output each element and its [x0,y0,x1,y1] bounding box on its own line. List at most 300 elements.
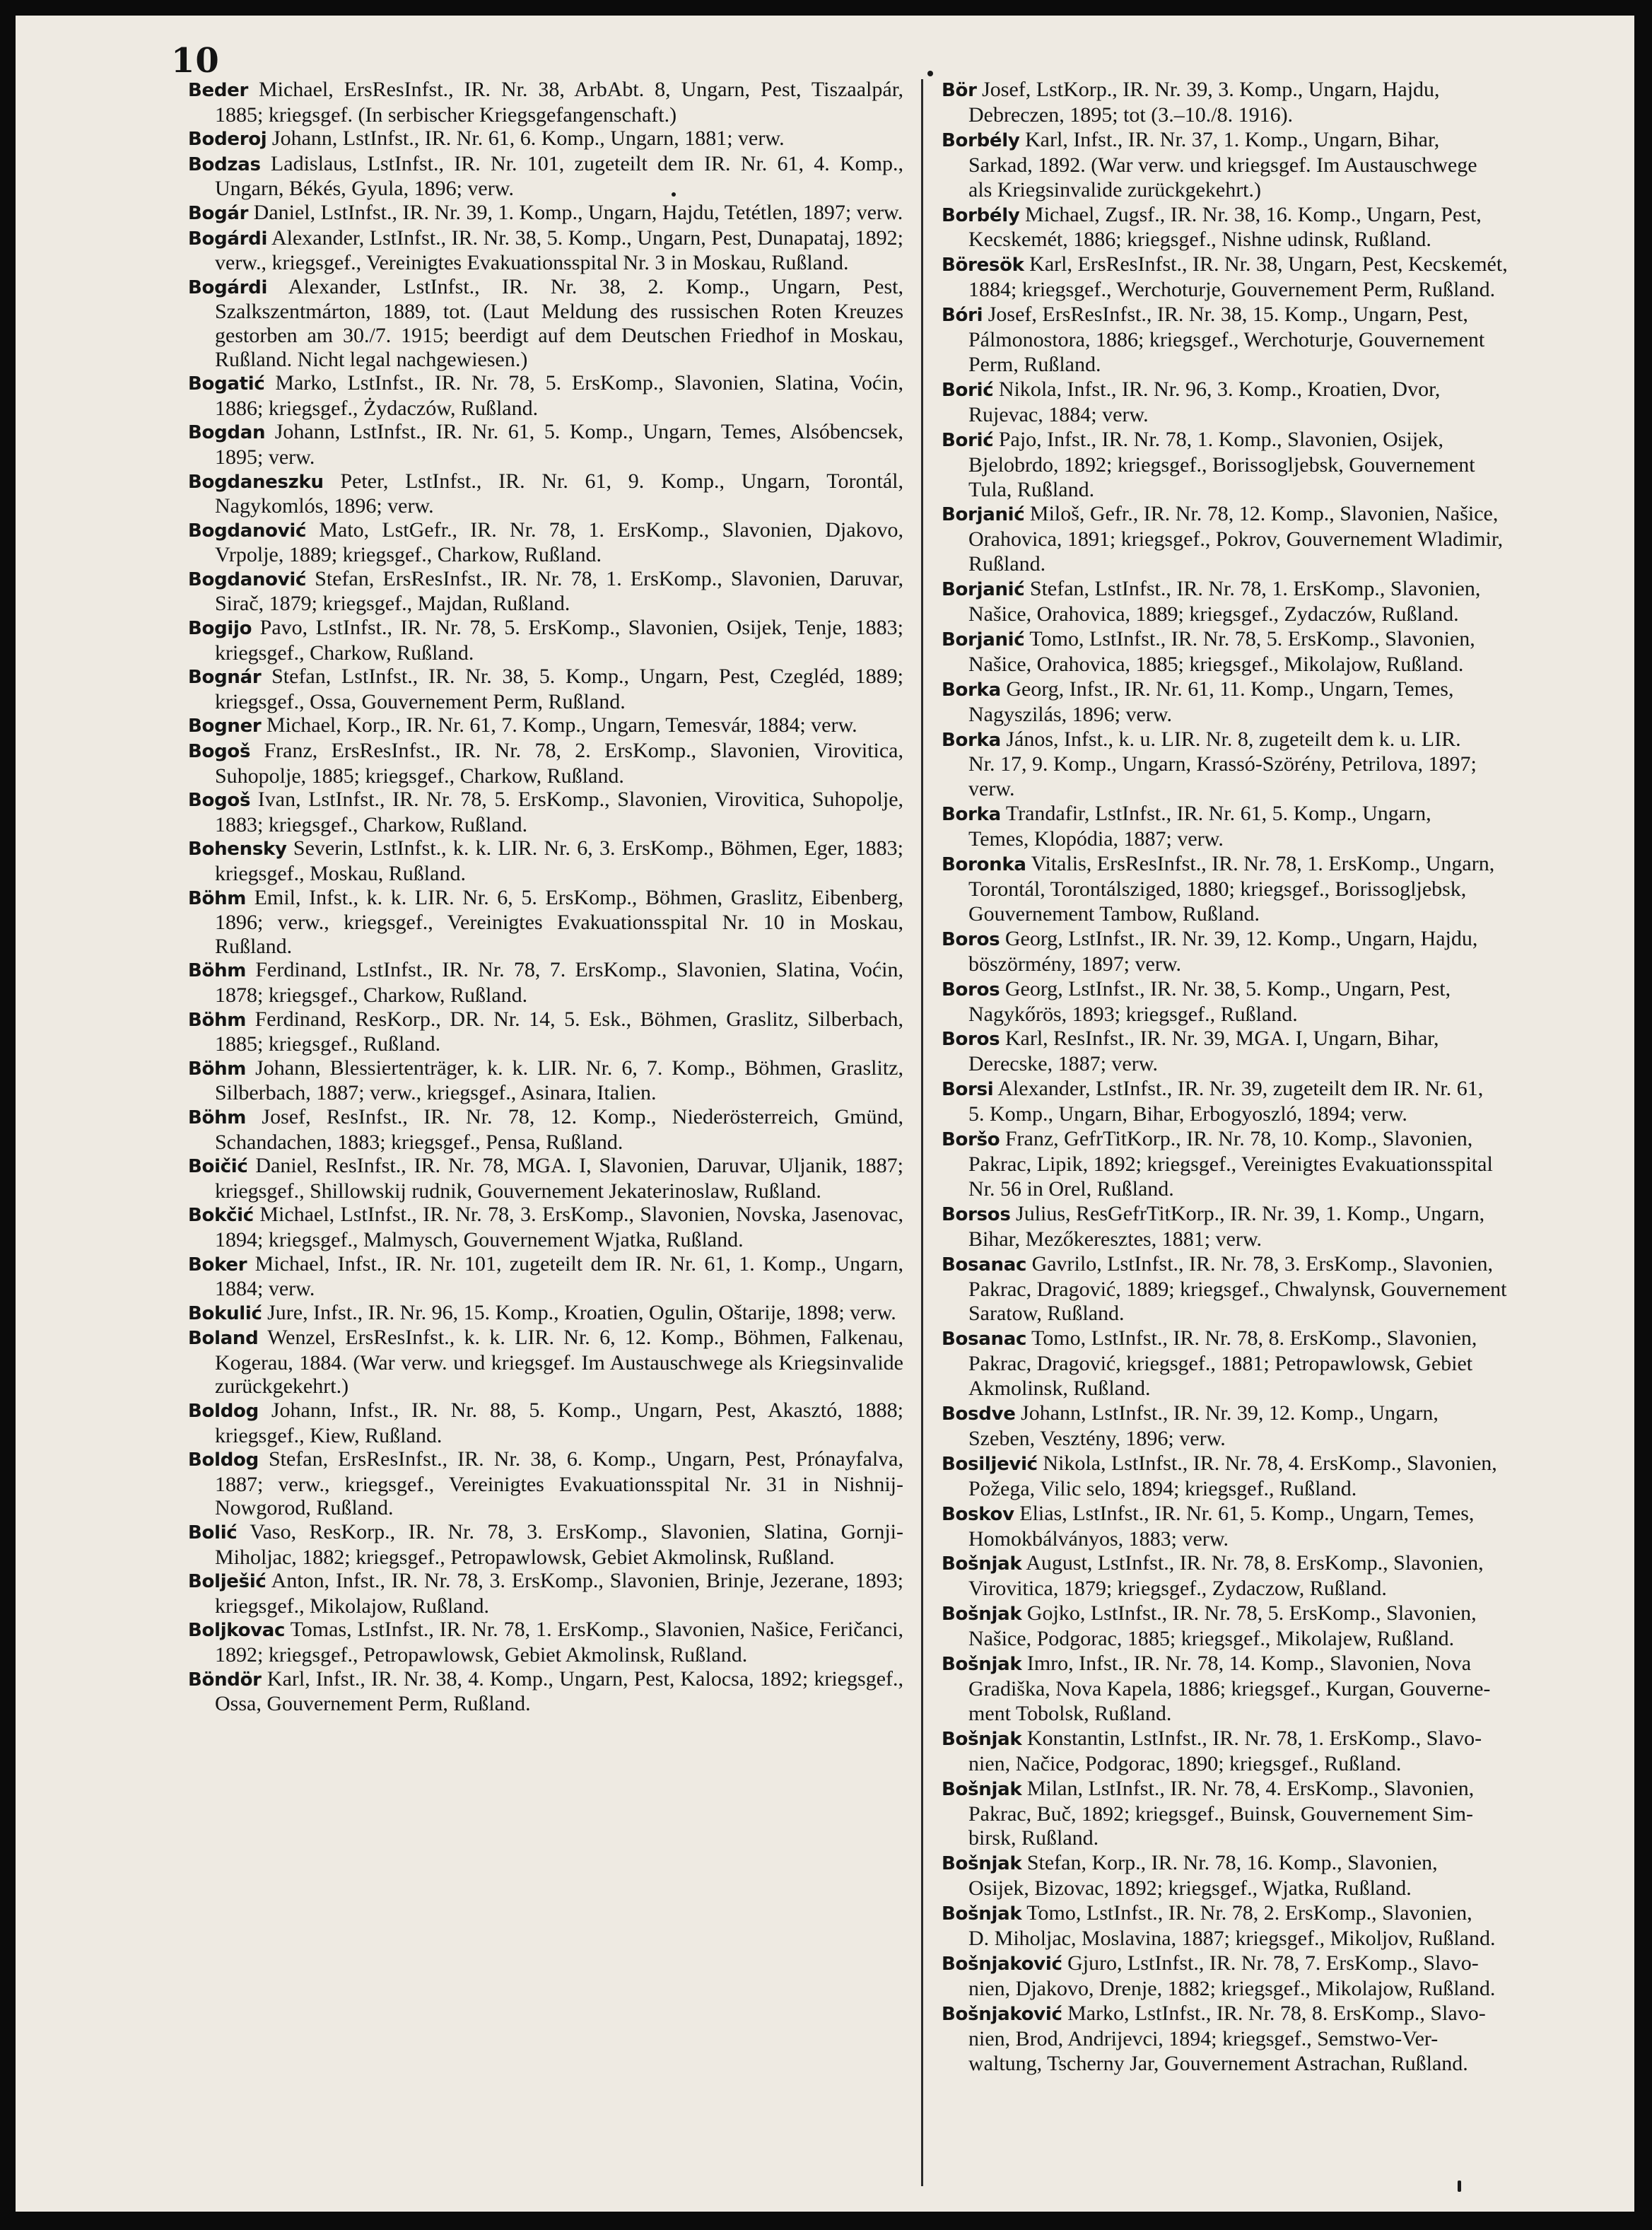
entry-text: 1884; kriegsgef., Werchoturje, Gouvernement Perm, Rußland. [968,278,1496,302]
entry-text: Pakrac, Buč, 1892; kriegsgef., Buinsk, Gouvernement Sim- [968,1802,1474,1826]
surname: Bogdanović [188,568,307,590]
entry-text: Našice, Podgorac, 1885; kriegsgef., Mikolajew, Rußland. [968,1627,1455,1651]
entry-text: Orahovica, 1891; kriegsgef., Pokrov, Gouvernement Wladimir, [968,527,1504,551]
surname: Bogdan [188,422,266,444]
entry-text: Sarkad, 1892. (War verw. und kriegsgef. Im Austauschwege [968,153,1477,177]
right_column_lines-entry [942,1927,1634,1951]
entry-text: Pavo, LstInfst., IR. Nr. 78, 5. ErsKomp., Slavonien, Osijek, Tenje, 1883; kriegsgef., Charkow, Rußland. [215,616,904,665]
entry-text: Nikola, Infst., IR. Nr. 96, 3. Komp., Kroatien, Dvor, [998,377,1441,401]
entry-text: Stefan, LstInfst., IR. Nr. 38, 5. Komp., Ungarn, Pest, Czegléd, 1889; kriegsgef., Ossa, Gouvernement Perm, Rußland. [215,665,903,713]
entry-text: Bihar, Mezőkeresztes, 1881; verw. [968,1227,1263,1251]
surname: Borbély [942,204,1020,226]
entry-text: Ivan, LstInfst., IR. Nr. 78, 5. ErsKomp., Slavonien, Virovitica, Suhopolje, 1883; kriegsgef., Charkow, Rußland. [215,788,904,836]
entry-text: Ferdinand, LstInfst., IR. Nr. 78, 7. ErsKomp., Slavonien, Slatina, Voćin, 1878; kriegsgef., Charkow, Rußland. [215,958,904,1007]
entry-text: Wenzel, ErsResInfst., k. k. LIR. Nr. 6, 12. Komp., Böhmen, Falkenau, Kogerau, 1884. (War verw. und kriegsgef. Im Austauschwege als Kriegsinvalide zurückgekehrt.) [215,1326,903,1399]
entry-text: Saratow, Rußland. [968,1302,1125,1326]
entry-text: Pakrac, Dragović, kriegsgef., 1881; Petropawlowsk, Gebiet [968,1352,1473,1376]
surname: Bosanac [942,1329,1027,1350]
left_column-entry [188,1326,903,1399]
entry-text: Ferdinand, ResKorp., DR. Nr. 14, 5. Esk., Böhmen, Graslitz, Silberbach, 1885; kriegsgef., Rußland. [215,1007,904,1056]
right_column_lines-entry [942,502,1634,527]
entry-text: Stefan, ErsResInfst., IR. Nr. 78, 1. ErsKomp., Slavonien, Daruvar, Sirač, 1879; kriegsgef., Majdan, Rußland. [215,566,904,616]
surname: Boderoj [188,129,267,151]
entry-text: Perm, Rußland. [968,352,1101,376]
entry-text: Požega, Vilic selo, 1894; kriegsgef., Rußland. [968,1476,1357,1500]
surname: Bošnjak [942,1654,1022,1676]
entry-text: Konstantin, LstInfst., IR. Nr. 78, 1. ErsKomp., Slavo- [1026,1726,1482,1750]
right_column_lines-entry [942,78,1634,103]
surname: Boldog [188,1401,259,1423]
surname: Bokčić [188,1205,254,1227]
entry-text: Miloš, Gefr., IR. Nr. 78, 12. Komp., Slavonien, Našice, [1029,502,1499,526]
right_column_lines-entry [942,353,1634,378]
surname: Borka [942,729,1001,751]
entry-text: Našice, Orahovica, 1885; kriegsgef., Mikolajow, Rußland. [968,652,1464,676]
entry-text: Milan, LstInfst., IR. Nr. 78, 4. ErsKomp., Slavonien, [1026,1776,1475,1800]
entry-text: als Kriegsinvalide zurückgekehrt.) [968,177,1262,202]
entry-text: Tomas, LstInfst., IR. Nr. 78, 1. ErsKomp., Slavonien, Našice, Feričanci, 1892; kriegsgef., Petropawlowsk, Gebiet Akmolinsk, Rußland. [215,1618,903,1666]
surname: Boskov [942,1503,1014,1525]
surname: Borjanić [942,629,1025,650]
entry-text: 5. Komp., Ungarn, Bihar, Erbogyoszló, 1894; verw. [968,1102,1407,1126]
right_column_lines-entry [942,728,1634,753]
print-speck [672,192,676,197]
right_column_lines-entry [942,627,1634,653]
left_column-entry [188,1056,903,1105]
right_column_lines-entry [942,1826,1634,1851]
entry-text: Michael, LstInfst., IR. Nr. 78, 3. ErsKomp., Slavonien, Novska, Jasenovac, 1894; kriegsgef., Malmysch, Gouvernement Wjatka, Rußland. [215,1203,903,1251]
entry-text: Tomo, LstInfst., IR. Nr. 78, 2. ErsKomp., Slavonien, [1026,1901,1472,1925]
right-column [942,78,1634,2077]
entry-text: János, Infst., k. u. LIR. Nr. 8, zugeteilt dem k. u. LIR. [1006,727,1461,751]
surname: Bogner [188,716,262,737]
right_column_lines-entry [942,403,1634,428]
entry-text: nien, Načice, Podgorac, 1890; kriegsgef., Rußland. [968,1751,1402,1775]
right_column_lines-entry [942,1951,1634,1977]
entry-text: Imro, Infst., IR. Nr. 78, 14. Komp., Slavonien, Nova [1026,1652,1472,1676]
surname: Bosiljević [942,1453,1038,1475]
entry-text: Alexander, LstInfst., IR. Nr. 39, zugeteilt dem IR. Nr. 61, [997,1077,1484,1101]
surname: Bošnjaković [942,2003,1062,2025]
entry-text: Temes, Klopódia, 1887; verw. [968,827,1224,851]
entry-text: Peter, LstInfst., IR. Nr. 61, 9. Komp., Ungarn, Torontál, Nagykomlós, 1896; verw. [215,469,904,518]
column-divider [921,79,923,2186]
entry-text: Nagyszilás, 1896; verw. [968,702,1172,726]
entry-text: Pálmonostora, 1886; kriegsgef., Werchoturje, Gouvernement [968,328,1485,352]
entry-text: Debreczen, 1895; tot (3.–10./8. 1916). [968,103,1294,127]
right_column_lines-entry [942,328,1634,353]
entry-text: nien, Brod, Andrijevci, 1894; kriegsgef., Semstwo-Ver- [968,2026,1439,2050]
entry-text: Virovitica, 1879; kriegsgef., Zydaczow, Rußland. [968,1577,1387,1601]
right_column_lines-entry [942,1601,1634,1627]
surname: Boršo [942,1129,1000,1151]
entry-text: Akmolinsk, Rußland. [968,1377,1151,1401]
left_column-entry [188,1301,903,1326]
entry-text: Johann, LstInfst., IR. Nr. 61, 6. Komp., Ungarn, 1881; verw. [271,127,785,151]
right_column_lines-entry [942,228,1634,252]
surname: Bóri [942,305,983,327]
entry-text: Josef, LstKorp., IR. Nr. 39, 3. Komp., Ungarn, Hajdu, [982,78,1440,101]
entry-text: Nikola, LstInfst., IR. Nr. 78, 4. ErsKomp., Slavonien, [1043,1451,1497,1475]
left_column-entry [188,788,903,836]
entry-text: Anton, Infst., IR. Nr. 78, 3. ErsKomp., Slavonien, Brinje, Jezerane, 1893; kriegsgef., Mikolajow, Rußland. [215,1569,903,1618]
right_column_lines-entry [942,128,1634,153]
entry-text: Pakrac, Dragović, 1889; kriegsgef., Chwalynsk, Gouvernement [968,1277,1507,1301]
right_column_lines-entry [942,478,1634,503]
surname: Beder [188,80,249,101]
right_column_lines-entry [942,252,1634,278]
right_column_lines-entry [942,278,1634,303]
right_column_lines-entry [942,1727,1634,1752]
entry-text: Mato, LstGefr., IR. Nr. 78, 1. ErsKomp., Slavonien, Djakovo, Vrpolje, 1889; kriegsgef., Charkow, Rußland. [215,518,904,567]
right_column_lines-entry [942,1027,1634,1052]
print-speck [1458,2181,1461,2192]
surname: Böhm [188,1107,247,1128]
right_column_lines-entry [942,1427,1634,1452]
entry-text: Vitalis, ErsResInfst., IR. Nr. 78, 1. ErsKomp., Ungarn, [1031,852,1495,876]
surname: Böhm [188,1009,247,1031]
entry-text: Josef, ResInfst., IR. Nr. 78, 12. Komp., Niederösterreich, Gmünd, Schandachen, 1883; kriegsgef., Pensa, Rußland. [215,1104,904,1154]
surname: Böhm [188,1058,247,1080]
left-column [188,78,903,1716]
entry-text: Josef, ErsResInfst., IR. Nr. 38, 15. Komp., Ungarn, Pest, [988,303,1468,327]
left_column-entry [188,201,903,226]
right_column_lines-entry [942,577,1634,602]
entry-text: Michael, Korp., IR. Nr. 61, 7. Komp., Ungarn, Temesvár, 1884; verw. [266,713,857,737]
right_column_lines-entry [942,952,1634,977]
entry-text: Ladislaus, LstInfst., IR. Nr. 101, zugeteilt dem IR. Nr. 61, 4. Komp., Ungarn, Békés, Gyula, 1896; verw. [215,151,903,201]
entry-text: Marko, LstInfst., IR. Nr. 78, 5. ErsKomp., Slavonien, Slatina, Voćin, 1886; kriegsgef., Żydaczów, Rußland. [215,371,904,420]
left_column-entry [188,371,903,420]
left_column-entry [188,567,903,616]
right_column_lines-entry [942,2052,1634,2077]
entry-text: Karl, Infst., IR. Nr. 38, 4. Komp., Ungarn, Pest, Kalocsa, 1892; kriegsgef., Ossa, Gouvernement Perm, Rußland. [215,1666,904,1716]
left_column-entry [188,713,903,739]
surname: Böresök [942,255,1024,276]
left_column-entry [188,152,903,201]
surname: Bolješić [188,1571,266,1593]
entry-text: Gjuro, LstInfst., IR. Nr. 78, 7. ErsKomp., Slavo- [1067,1951,1479,1975]
surname: Bogoš [188,790,251,812]
surname: Boros [942,979,1000,1000]
right_column_lines-entry [942,1652,1634,1677]
left_column-entry [188,1252,903,1301]
surname: Bogatić [188,373,265,395]
right_column_lines-entry [942,1876,1634,1901]
right_column_lines-entry [942,1577,1634,1601]
right_column_lines-entry [942,103,1634,128]
entry-text: Alexander, LstInfst., IR. Nr. 38, 2. Komp., Ungarn, Pest, Szalkszentmárton, 1889, tot. (Laut Meldung des russischen Roten Kreuzes gestorben am 30./7. 1915; beerdigt auf dem Deutschen Friedhof in Moskau, Rußland. Nicht legal nachgewiesen.) [215,274,903,371]
surname: Bogárdi [188,228,268,250]
surname: Bošnjak [942,1553,1022,1575]
right_column_lines-entry [942,1102,1634,1127]
entry-text: Torontál, Torontálsziged, 1880; kriegsgef., Borissogljebsk, [968,877,1467,901]
entry-text: Michael, Infst., IR. Nr. 101, zugeteilt dem IR. Nr. 61, 1. Komp., Ungarn, 1884; verw. [215,1251,903,1301]
surname: Boros [942,928,1000,950]
left_column-entry [188,886,903,959]
surname: Bogárdi [188,276,268,298]
right_column_lines-entry [942,877,1634,902]
entry-text: waltung, Tscherny Jar, Gouvernement Astrachan, Rußland. [968,2051,1468,2075]
surname: Bogijo [188,618,252,640]
left_column-entry [188,1569,903,1618]
right_column_lines-entry [942,1627,1634,1652]
entry-text: Karl, ErsResInfst., IR. Nr. 38, Ungarn, Pest, Kecskemét, [1029,252,1508,276]
surname: Borbély [942,129,1020,151]
left_column-entry [188,420,903,469]
surname: Borka [942,804,1001,826]
entry-text: Michael, ErsResInfst., IR. Nr. 38, ArbAbt. 8, Ungarn, Pest, Tiszaalpár, 1885; kriegsgef. (In serbischer Kriegsgefangenschaft.) [215,78,903,127]
entry-text: Tomo, LstInfst., IR. Nr. 78, 8. ErsKomp., Slavonien, [1031,1326,1477,1350]
entry-text: Gavrilo, LstInfst., IR. Nr. 78, 3. ErsKomp., Slavonien, [1031,1251,1494,1275]
right_column_lines-entry [942,902,1634,927]
right_column_lines-entry [942,378,1634,403]
left_column-entry [188,616,903,665]
left_column-entry [188,1667,903,1716]
entry-text: Našice, Orahovica, 1889; kriegsgef., Zydaczów, Rußland. [968,602,1459,626]
right_column_lines-entry [942,1977,1634,2002]
entry-text: Karl, Infst., IR. Nr. 37, 1. Komp., Ungarn, Bihar, [1025,127,1440,151]
entry-text: birsk, Rußland. [968,1826,1099,1850]
right_column_lines-entry [942,527,1634,552]
right_column_lines-entry [942,852,1634,877]
right_column_lines-entry [942,653,1634,677]
entry-text: Johann, Blessiertenträger, k. k. LIR. Nr. 6, 7. Komp., Böhmen, Graslitz, Silberbach, 1887; verw., kriegsgef., Asinara, Italien. [215,1056,903,1105]
right_column_lines-entry [942,1227,1634,1252]
entry-text: Georg, Infst., IR. Nr. 61, 11. Komp., Ungarn, Temes, [1006,677,1454,701]
right_column_lines-entry [942,1851,1634,1876]
left_column-entry [188,1520,903,1569]
surname: Bosanac [942,1254,1027,1275]
right_column_lines-entry [942,1177,1634,1202]
right_column_lines-entry [942,602,1634,627]
entry-text: D. Miholjac, Moslavina, 1887; kriegsgef., Mikoljov, Rußland. [968,1927,1496,1951]
right_column_lines-entry [942,1777,1634,1802]
entry-text: Nagykőrös, 1893; kriegsgef., Rußland. [968,1002,1298,1026]
entry-text: Stefan, Korp., IR. Nr. 78, 16. Komp., Slavonien, [1026,1851,1438,1875]
right_column_lines-entry [942,1752,1634,1777]
right_column_lines-entry [942,1326,1634,1352]
left_column-entry [188,1447,903,1520]
right_column_lines-entry [942,203,1634,228]
entry-text: Stefan, ErsResInfst., IR. Nr. 38, 6. Komp., Ungarn, Pest, Prónayfalva, 1887; verw., kriegsgef., Vereinigtes Evakuationsspital Nr. 31 in Nishnij-Nowgorod, Rußland. [215,1447,903,1520]
entry-text: Georg, LstInfst., IR. Nr. 39, 12. Komp., Ungarn, Hajdu, [1004,926,1478,950]
entry-text: Homokbálványos, 1883; verw. [968,1526,1229,1551]
right_column_lines-entry [942,1401,1634,1427]
print-speck [927,71,933,76]
right_column_lines-entry [942,153,1634,178]
entry-text: Nr. 17, 9. Komp., Ungarn, Krassó-Szörény, Petrilova, 1897; [968,752,1477,776]
left_column-entry [188,469,903,518]
left_column-entry [188,739,903,788]
right_column_lines-entry [942,1352,1634,1377]
left_column-entry [188,1203,903,1251]
entry-text: Nr. 56 in Orel, Rußland. [968,1177,1174,1201]
entry-text: Vaso, ResKorp., IR. Nr. 78, 3. ErsKomp., Slavonien, Slatina, Gornji-Miholjac, 1882; kriegsgef., Petropawlowsk, Gebiet Akmolinsk, Rußland. [215,1520,903,1569]
left_column-entry [188,1008,903,1056]
right_column_lines-entry [942,1551,1634,1577]
right_column_lines-entry [942,977,1634,1003]
surname: Bošnjak [942,1903,1022,1925]
left_column-entry [188,836,903,885]
surname: Bohensky [188,839,287,860]
right_column_lines-entry [942,428,1634,453]
entry-text: Elias, LstInfst., IR. Nr. 61, 5. Komp., Ungarn, Temes, [1019,1501,1475,1525]
surname: Borić [942,429,994,451]
left_column-entry [188,1154,903,1203]
surname: Bošnjak [942,1778,1022,1800]
surname: Bodzas [188,153,261,175]
right_column_lines-entry [942,677,1634,703]
entry-text: Johann, LstInfst., IR. Nr. 61, 5. Komp., Ungarn, Temes, Alsóbencsek, 1895; verw. [215,420,903,469]
surname: Böhm [188,960,247,982]
surname: Bognár [188,667,262,689]
entry-text: Franz, GefrTitKorp., IR. Nr. 78, 10. Komp., Slavonien, [1004,1127,1473,1151]
surname: Bogdaneszku [188,471,324,493]
entry-text: Jure, Infst., IR. Nr. 96, 15. Komp., Kroatien, Ogulin, Oštarije, 1898; verw. [267,1300,896,1324]
entry-text: Emil, Infst., k. k. LIR. Nr. 6, 5. ErsKomp., Böhmen, Graslitz, Eibenberg, 1896; verw., kriegsgef., Vereinigtes Evakuationsspital Nr. 10 in Moskau, Rußland. [215,885,903,958]
right_column_lines-entry [942,552,1634,577]
entry-text: Daniel, LstInfst., IR. Nr. 39, 1. Komp., Ungarn, Hajdu, Tetétlen, 1897; verw. [253,200,903,224]
left_column-entry [188,518,903,567]
left_column-entry [188,226,903,275]
right_column_lines-entry [942,1452,1634,1477]
right_column_lines-entry [942,927,1634,952]
entry-text: nien, Djakovo, Drenje, 1882; kriegsgef., Mikolajow, Rußland. [968,1976,1496,2000]
entry-text: Tula, Rußland. [968,477,1095,501]
entry-text: Alexander, LstInfst., IR. Nr. 38, 5. Komp., Ungarn, Pest, Dunapataj, 1892; verw., kriegsgef., Vereinigtes Evakuationsspital Nr. 3 in Moskau, Rußland. [215,226,903,275]
surname: Bogdanović [188,520,307,542]
right_column_lines-entry [942,703,1634,728]
right_column_lines-entry [942,827,1634,852]
surname: Bosdve [942,1403,1016,1425]
right_column_lines-entry [942,1252,1634,1278]
entry-text: Trandafir, LstInfst., IR. Nr. 61, 5. Komp., Ungarn, [1005,802,1431,826]
entry-text: Gouvernement Tambow, Rußland. [968,901,1260,926]
left_column-entry [188,1105,903,1154]
surname: Boičić [188,1156,248,1178]
right_column_lines-entry [942,2002,1634,2027]
entry-text: Severin, LstInfst., k. k. LIR. Nr. 6, 3. ErsKomp., Böhmen, Eger, 1883; kriegsgef., Moskau, Rußland. [215,836,903,885]
entry-text: Kecskemét, 1886; kriegsgef., Nishne udinsk, Rußland. [968,228,1431,252]
entry-text: ment Tobolsk, Rußland. [968,1701,1172,1725]
right_column_lines-entry [942,178,1634,203]
entry-text: Johann, LstInfst., IR. Nr. 39, 12. Komp., Ungarn, [1021,1401,1439,1425]
document-page [16,16,1634,2212]
entry-text: Tomo, LstInfst., IR. Nr. 78, 5. ErsKomp., Slavonien, [1029,626,1475,650]
entry-text: August, LstInfst., IR. Nr. 78, 8. ErsKomp., Slavonien, [1026,1551,1484,1575]
entry-text: verw. [968,777,1015,801]
right_column_lines-entry [942,1202,1634,1227]
entry-text: Rujevac, 1884; verw. [968,402,1149,426]
left_column-entry [188,1399,903,1447]
right_column_lines-entry [942,802,1634,827]
surname: Boros [942,1029,1000,1051]
page-number: 10 [171,41,220,81]
entry-text: Michael, Zugsf., IR. Nr. 38, 16. Komp., Ungarn, Pest, [1025,202,1482,226]
right_column_lines-entry [942,1901,1634,1927]
entry-text: Gradiška, Nova Kapela, 1886; kriegsgef., Kurgan, Gouverne- [968,1677,1491,1700]
entry-text: Szeben, Vesztény, 1896; verw. [968,1426,1226,1450]
surname: Boljkovac [188,1620,286,1642]
entry-text: Karl, ResInfst., IR. Nr. 39, MGA. I, Ungarn, Bihar, [1004,1027,1439,1051]
right_column_lines-entry [942,1077,1634,1102]
entry-text: Julius, ResGefrTitKorp., IR. Nr. 39, 1. Komp., Ungarn, [1016,1201,1485,1225]
right_column_lines-entry [942,1677,1634,1702]
right_column_lines-entry [942,752,1634,777]
surname: Boland [188,1328,259,1350]
surname: Borsos [942,1203,1011,1225]
left_column-entry [188,1618,903,1666]
entry-text: Pakrac, Lipik, 1892; kriegsgef., Vereinigtes Evakuationsspital [968,1152,1493,1176]
right_column_lines-entry [942,1278,1634,1302]
entry-text: Georg, LstInfst., IR. Nr. 38, 5. Komp., Ungarn, Pest, [1004,976,1451,1000]
surname: Boker [188,1254,247,1275]
surname: Bogoš [188,741,251,763]
surname: Bošnjaković [942,1953,1062,1975]
surname: Bošnjak [942,1604,1022,1625]
surname: Bošnjak [942,1728,1022,1750]
left_column-entry [188,958,903,1007]
entry-text: Derecske, 1887; verw. [968,1052,1158,1076]
surname: Borka [942,679,1001,701]
right_column_lines-entry [942,1052,1634,1077]
entry-text: Johann, Infst., IR. Nr. 88, 5. Komp., Ungarn, Pest, Akasztó, 1888; kriegsgef., Kiew, Rußland. [215,1399,904,1447]
surname: Böndör [188,1669,262,1691]
entry-text: Stefan, LstInfst., IR. Nr. 78, 1. ErsKomp., Slavonien, [1029,577,1481,601]
right_column_lines-entry [942,1127,1634,1152]
surname: Bokulić [188,1302,262,1324]
entry-text: Rußland. [968,552,1046,576]
right_column_lines-entry [942,1702,1634,1727]
left_column-entry [188,78,903,127]
right_column_lines-entry [942,1003,1634,1027]
entry-text: Franz, ErsResInfst., IR. Nr. 78, 2. ErsKomp., Slavonien, Virovitica, Suhopolje, 1885; kriegsgef., Charkow, Rußland. [215,739,903,788]
entry-text: Osijek, Bizovac, 1892; kriegsgef., Wjatka, Rußland. [968,1876,1412,1901]
surname: Bošnjak [942,1853,1022,1875]
right_column_lines-entry [942,1802,1634,1827]
left_column-entry [188,665,903,713]
surname: Bör [942,80,977,101]
surname: Boldog [188,1449,259,1471]
surname: Boronka [942,854,1026,876]
surname: Borić [942,379,994,401]
right_column_lines-entry [942,2027,1634,2052]
entry-text: böszörmény, 1897; verw. [968,952,1182,976]
surname: Böhm [188,887,247,909]
right_column_lines-entry [942,1377,1634,1401]
surname: Borjanić [942,504,1025,526]
entry-text: Pajo, Infst., IR. Nr. 78, 1. Komp., Slavonien, Osijek, [998,427,1443,451]
right_column_lines-entry [942,303,1634,328]
right_column_lines-entry [942,1477,1634,1502]
right_column_lines-entry [942,1502,1634,1527]
right_column_lines-entry [942,1302,1634,1326]
surname: Bogár [188,202,249,224]
left_column-entry [188,275,903,371]
right_column_lines-entry [942,453,1634,478]
surname: Borsi [942,1079,994,1101]
right_column_lines-entry [942,777,1634,802]
entry-text: Bjelobrdo, 1892; kriegsgef., Borissogljebsk, Gouvernement [968,453,1475,477]
surname: Borjanić [942,579,1025,601]
right_column_lines-entry [942,1152,1634,1177]
entry-text: Gojko, LstInfst., IR. Nr. 78, 5. ErsKomp., Slavonien, [1026,1601,1477,1625]
entry-text: Daniel, ResInfst., IR. Nr. 78, MGA. I, Slavonien, Daruvar, Uljanik, 1887; kriegsgef., Shillowskij rudnik, Gouvernement Jekaterinoslaw, Rußland. [215,1154,903,1203]
right_column_lines-entry [942,1527,1634,1552]
entry-text: Marko, LstInfst., IR. Nr. 78, 8. ErsKomp., Slavo- [1067,2001,1486,2025]
surname: Bolić [188,1522,238,1544]
